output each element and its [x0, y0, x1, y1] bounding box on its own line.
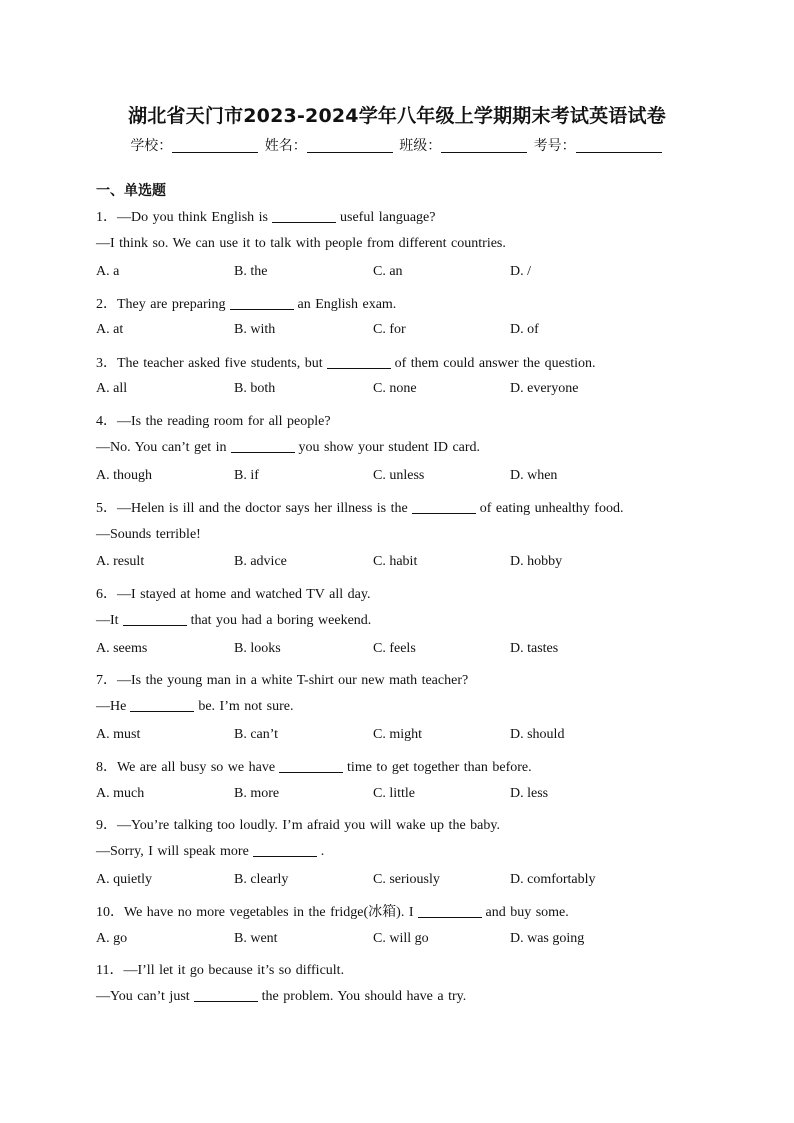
- answer-blank: [253, 844, 317, 857]
- question-1-stem: [96, 206, 435, 226]
- option-a[interactable]: A. go: [96, 931, 128, 946]
- question-4-stem: [96, 410, 331, 430]
- number-label: 考号：: [533, 138, 576, 154]
- question-9-line2: [96, 844, 324, 860]
- option-b[interactable]: B. more: [234, 786, 280, 801]
- school-label: 学校：: [130, 138, 173, 154]
- question-text: of them could answer the question.: [394, 356, 596, 371]
- question-11-stem: [96, 959, 344, 979]
- section-heading: 一、单选题: [96, 183, 166, 199]
- answer-blank: [272, 210, 336, 223]
- option-b[interactable]: B. both: [234, 381, 276, 396]
- question-5-stem: [96, 497, 623, 517]
- question-text: 5．—Helen is ill and the doctor says her illness is the: [96, 501, 408, 516]
- question-text: that you had a boring weekend.: [190, 613, 372, 628]
- question-2-stem: [96, 293, 396, 313]
- option-c[interactable]: C. habit: [373, 554, 418, 569]
- answer-blank: [194, 989, 258, 1002]
- question-text: 6．—I stayed at home and watched TV all day.: [96, 587, 371, 602]
- option-a[interactable]: A. much: [96, 786, 145, 801]
- answer-blank: [418, 905, 482, 918]
- option-d[interactable]: D. tastes: [510, 641, 559, 656]
- question-text: —Sorry, I will speak more: [96, 844, 249, 859]
- question-text: 11．—I’ll let it go because it’s so difficult.: [96, 963, 345, 978]
- question-text: and buy some.: [485, 905, 569, 920]
- option-a[interactable]: A. result: [96, 554, 145, 569]
- option-b[interactable]: B. if: [234, 468, 259, 483]
- question-text: 7．—Is the young man in a white T-shirt our new math teacher?: [96, 673, 469, 688]
- question-6-options: [96, 641, 716, 659]
- option-d[interactable]: D. of: [510, 322, 539, 337]
- question-text: an English exam.: [297, 297, 397, 312]
- answer-blank: [231, 440, 295, 453]
- question-text: .: [320, 844, 325, 859]
- question-11-line2: [96, 989, 466, 1005]
- name-blank[interactable]: [307, 138, 393, 153]
- question-text: —No. You can’t get in: [96, 440, 227, 455]
- option-c[interactable]: C. little: [373, 786, 415, 801]
- question-8-stem: [96, 756, 532, 776]
- option-c[interactable]: C. will go: [373, 931, 429, 946]
- question-text: —It: [96, 613, 119, 628]
- question-text: 8．We are all busy so we have: [96, 760, 276, 775]
- option-d[interactable]: D. hobby: [510, 554, 563, 569]
- option-c[interactable]: C. an: [373, 264, 403, 279]
- option-a[interactable]: A. must: [96, 727, 141, 742]
- option-c[interactable]: C. feels: [373, 641, 416, 656]
- question-8-options: [96, 786, 716, 804]
- option-d[interactable]: D. when: [510, 468, 558, 483]
- number-blank[interactable]: [576, 138, 662, 153]
- question-3-stem: [96, 352, 596, 372]
- question-7-stem: [96, 669, 468, 689]
- question-text: be. I’m not sure.: [198, 699, 294, 714]
- school-blank[interactable]: [172, 138, 258, 153]
- answer-blank: [412, 501, 476, 514]
- question-1-options: [96, 264, 716, 282]
- option-c[interactable]: C. for: [373, 322, 406, 337]
- option-a[interactable]: A. though: [96, 468, 152, 483]
- question-5-options: [96, 554, 716, 572]
- option-c[interactable]: C. none: [373, 381, 417, 396]
- answer-blank: [123, 613, 187, 626]
- question-6-stem: [96, 583, 370, 603]
- answer-blank: [279, 760, 343, 773]
- option-b[interactable]: B. with: [234, 322, 276, 337]
- option-c[interactable]: C. might: [373, 727, 423, 742]
- answer-blank: [130, 699, 194, 712]
- page-title: 湖北省天门市2023-2024学年八年级上学期期末考试英语试卷: [128, 105, 666, 127]
- option-d[interactable]: D. comfortably: [510, 872, 596, 887]
- question-text: 1．—Do you think English is: [96, 210, 269, 225]
- option-c[interactable]: C. seriously: [373, 872, 440, 887]
- question-text: 9．—You’re talking too loudly. I’m afraid you will wake up the baby.: [96, 818, 500, 833]
- question-1-line2: [96, 236, 506, 252]
- question-text: —He: [96, 699, 127, 714]
- question-text: 2．They are preparing: [96, 297, 226, 312]
- question-text: useful language?: [340, 210, 436, 225]
- question-text: 4．—Is the reading room for all people?: [96, 414, 331, 429]
- option-d[interactable]: D. less: [510, 786, 549, 801]
- class-blank[interactable]: [441, 138, 527, 153]
- question-10-options: [96, 931, 716, 949]
- option-a[interactable]: A. seems: [96, 641, 148, 656]
- option-a[interactable]: A. at: [96, 322, 124, 337]
- answer-blank: [327, 356, 391, 369]
- option-d[interactable]: D. everyone: [510, 381, 579, 396]
- question-text: 10．We have no more vegetables in the fridge(冰箱). I: [96, 905, 414, 920]
- option-b[interactable]: B. looks: [234, 641, 281, 656]
- question-text: you show your student ID card.: [298, 440, 481, 455]
- question-9-options: [96, 872, 716, 890]
- answer-blank: [230, 297, 294, 310]
- question-text: time to get together than before.: [347, 760, 532, 775]
- option-d[interactable]: D. was going: [510, 931, 585, 946]
- option-d[interactable]: D. should: [510, 727, 565, 742]
- question-4-options: [96, 468, 716, 486]
- option-a[interactable]: A. all: [96, 381, 128, 396]
- question-7-line2: [96, 699, 293, 715]
- question-text: of eating unhealthy food.: [479, 501, 624, 516]
- option-b[interactable]: B. the: [234, 264, 268, 279]
- question-7-options: [96, 727, 716, 745]
- name-label: 姓名：: [264, 138, 307, 154]
- question-5-line2: [96, 527, 201, 543]
- question-4-line2: [96, 440, 480, 456]
- option-b[interactable]: B. advice: [234, 554, 287, 569]
- question-3-options: [96, 381, 716, 399]
- option-a[interactable]: A. quietly: [96, 872, 152, 887]
- question-9-stem: [96, 814, 500, 834]
- option-b[interactable]: B. went: [234, 931, 278, 946]
- question-6-line2: [96, 613, 371, 629]
- question-10-stem: [96, 901, 569, 921]
- class-label: 班级：: [399, 138, 442, 154]
- option-b[interactable]: B. clearly: [234, 872, 289, 887]
- option-a[interactable]: A. a: [96, 264, 120, 279]
- question-text: —I think so. We can use it to talk with people from different countries.: [96, 236, 506, 251]
- question-text: —You can’t just: [96, 989, 190, 1004]
- option-b[interactable]: B. can’t: [234, 727, 279, 742]
- student-info-line: [0, 135, 794, 155]
- question-text: the problem. You should have a try.: [261, 989, 467, 1004]
- question-text: —Sounds terrible!: [96, 527, 201, 542]
- question-text: 3．The teacher asked five students, but: [96, 356, 323, 371]
- question-2-options: [96, 322, 716, 340]
- option-c[interactable]: C. unless: [373, 468, 425, 483]
- option-d[interactable]: D. /: [510, 264, 531, 279]
